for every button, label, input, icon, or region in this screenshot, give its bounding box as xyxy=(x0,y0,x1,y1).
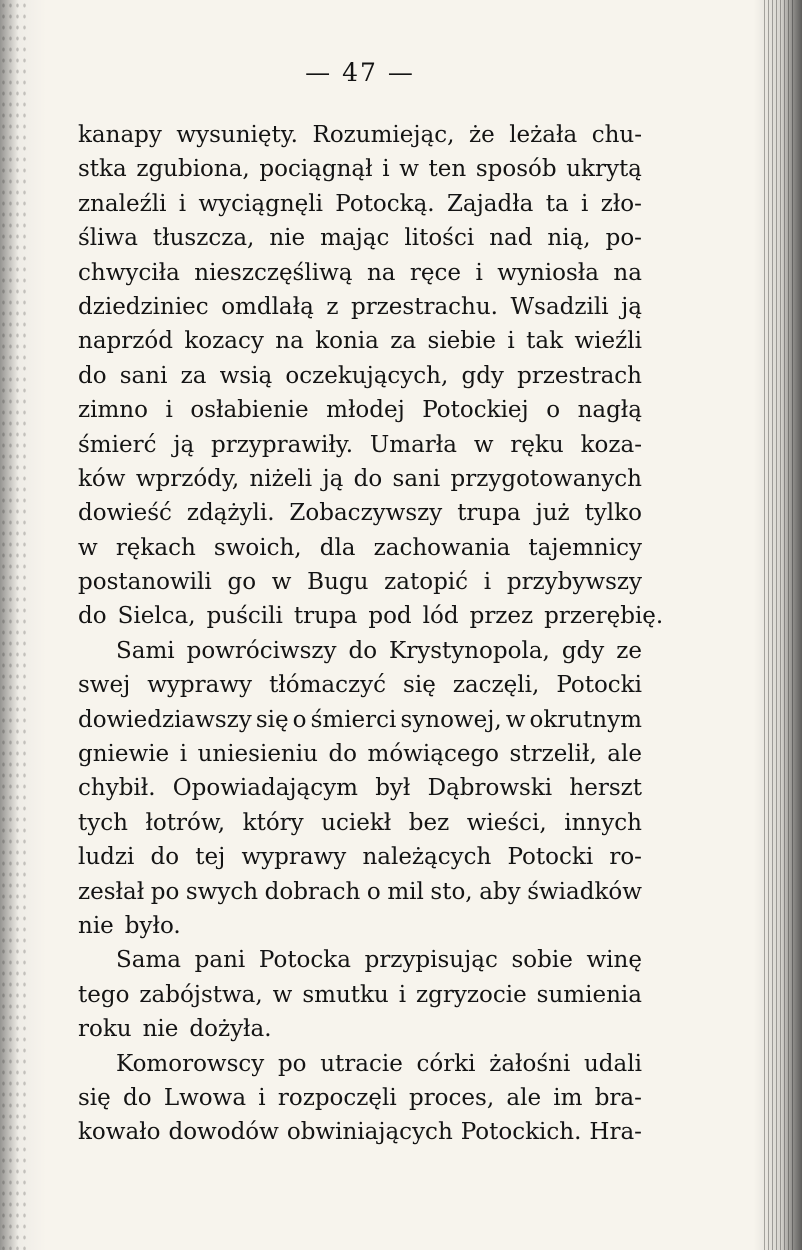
word: dowodów xyxy=(168,1119,279,1146)
word: było. xyxy=(124,912,181,939)
word: ją xyxy=(322,465,344,492)
word: roku xyxy=(78,1016,132,1043)
word: okrutnym xyxy=(529,706,642,733)
text-line xyxy=(78,152,642,186)
word: dziedziniec xyxy=(78,293,209,320)
word: wieźli xyxy=(574,328,642,355)
word: kozacy xyxy=(184,328,264,355)
word: w xyxy=(271,569,292,596)
word: zgubiona, xyxy=(136,156,250,183)
word: stka xyxy=(78,156,127,183)
word: Lwowa xyxy=(163,1084,247,1111)
word: Sama xyxy=(116,947,181,974)
word: do xyxy=(353,465,383,492)
word: Komorowscy xyxy=(116,1050,265,1077)
word: ją xyxy=(621,293,642,320)
word: nią, xyxy=(547,225,591,252)
word: po xyxy=(150,878,180,905)
word: pod xyxy=(368,603,412,630)
word: Potockiej xyxy=(422,397,529,424)
word: trupa xyxy=(457,500,521,527)
word: tajemnicy xyxy=(528,534,642,561)
word: chybił. xyxy=(78,775,156,802)
text-line xyxy=(78,531,642,565)
word: i xyxy=(179,741,188,768)
text-line xyxy=(78,1081,642,1115)
word: do xyxy=(328,741,358,768)
word: do xyxy=(348,637,378,664)
word: koza- xyxy=(580,431,642,458)
word: Potocka xyxy=(258,947,351,974)
word: zesłał xyxy=(78,878,145,905)
word: który xyxy=(242,809,304,836)
word: w xyxy=(78,534,98,561)
text-line xyxy=(78,599,664,633)
word: tej xyxy=(195,844,226,871)
word: zaczęli, xyxy=(452,672,540,699)
word: tłómaczyć xyxy=(269,672,387,699)
word: do xyxy=(123,1084,152,1111)
word: powróciwszy xyxy=(186,637,337,664)
text-line xyxy=(78,462,642,496)
word: z xyxy=(326,293,339,320)
word: do xyxy=(150,844,180,871)
word: przestrachu. xyxy=(350,293,498,320)
word: był xyxy=(375,775,411,802)
page-number: — 47 — xyxy=(305,58,415,87)
word: sani xyxy=(119,362,168,389)
word: tych xyxy=(78,809,128,836)
word: Wsadzili xyxy=(510,293,609,320)
text-line xyxy=(78,290,642,324)
word: wyprawy xyxy=(241,844,347,871)
word: Zobaczywszy xyxy=(289,500,443,527)
word: ków xyxy=(78,465,126,492)
word: przyprawiły. xyxy=(211,431,354,458)
word: siebie xyxy=(427,328,496,355)
word: gdy xyxy=(561,637,605,664)
word: zabójstwa, xyxy=(139,981,263,1008)
word: innych xyxy=(564,809,642,836)
word: przestrach xyxy=(517,362,642,389)
word: trupa xyxy=(293,603,358,630)
word: pociągnął xyxy=(259,156,373,183)
word: uciekł xyxy=(321,809,392,836)
word: przybywszy xyxy=(506,569,642,596)
word: go xyxy=(227,569,257,596)
word: bra- xyxy=(594,1084,642,1111)
word: przygotowanych xyxy=(450,465,642,492)
word: Bugu xyxy=(307,569,369,596)
word: i xyxy=(483,569,492,596)
word: litości xyxy=(404,225,475,252)
word: Potockich. xyxy=(460,1119,582,1146)
word: chu- xyxy=(591,122,642,148)
word: i xyxy=(398,981,407,1008)
word: Rozumiejąc, xyxy=(312,122,455,148)
word: na xyxy=(366,259,396,286)
word: o xyxy=(546,397,561,424)
word: nie xyxy=(269,225,306,252)
word: należących xyxy=(362,844,492,871)
word: gniewie xyxy=(78,741,170,768)
word: do xyxy=(78,603,107,630)
word: rękach xyxy=(115,534,196,561)
word: i xyxy=(507,328,515,355)
text-line xyxy=(78,943,642,977)
word: wyniosła xyxy=(497,259,599,286)
text-line xyxy=(78,840,642,874)
word: i xyxy=(581,190,589,217)
word: się xyxy=(78,1084,111,1111)
word: po xyxy=(277,1050,307,1077)
text-line xyxy=(78,1115,642,1149)
word: Umarła xyxy=(369,431,457,458)
word: ukrytą xyxy=(566,156,642,183)
word: sumienia xyxy=(536,981,642,1008)
body-text xyxy=(78,118,664,1150)
word: osłabienie xyxy=(190,397,309,424)
word: tego xyxy=(78,981,130,1008)
text-line xyxy=(78,806,642,840)
word: sani xyxy=(392,465,441,492)
word: nad xyxy=(489,225,533,252)
word: się xyxy=(255,706,289,733)
word: mówiącego xyxy=(367,741,500,768)
word: o xyxy=(366,878,381,905)
word: i xyxy=(382,156,390,183)
word: mając xyxy=(320,225,390,252)
word: i xyxy=(165,397,173,424)
word: Potocką. xyxy=(335,190,435,217)
text-line xyxy=(78,668,642,702)
word: mil xyxy=(387,878,424,905)
word: po- xyxy=(605,225,642,252)
word: naprzód xyxy=(78,328,173,355)
word: tylko xyxy=(584,500,642,527)
text-line xyxy=(78,737,642,771)
word: na xyxy=(275,328,304,355)
word: się xyxy=(403,672,436,699)
word: za xyxy=(390,328,417,355)
word: ją xyxy=(173,431,195,458)
word: nieszczęśliwą xyxy=(194,259,353,286)
word: dobrach xyxy=(264,878,361,905)
word: do xyxy=(78,362,107,389)
text-line xyxy=(78,324,642,358)
word: ale xyxy=(506,1084,542,1111)
text-line xyxy=(78,909,642,943)
text-line xyxy=(78,1047,642,1081)
text-line xyxy=(78,359,642,393)
text-line xyxy=(78,393,642,427)
word: zatopić xyxy=(384,569,469,596)
word: swej xyxy=(78,672,131,699)
word: wyciągnęli xyxy=(198,190,323,217)
word: ten xyxy=(428,156,467,183)
text-line xyxy=(78,221,642,255)
word: kanapy xyxy=(78,122,162,148)
word: obwiniających xyxy=(286,1119,453,1146)
word: ze xyxy=(616,637,642,664)
word: wieści, xyxy=(466,809,547,836)
word: na xyxy=(613,259,642,286)
word: Potocki xyxy=(507,844,594,871)
word: gdy xyxy=(461,362,504,389)
word: śmierć xyxy=(78,431,157,458)
text-line xyxy=(78,496,642,530)
word: zimno xyxy=(78,397,148,424)
word: w xyxy=(272,981,293,1008)
word: już xyxy=(535,500,570,527)
word: Krystynopola, xyxy=(389,637,550,664)
word: łotrów, xyxy=(145,809,226,836)
word: przez xyxy=(469,603,534,630)
word: nagłą xyxy=(577,397,642,424)
word: młodej xyxy=(326,397,405,424)
word: nie xyxy=(78,912,114,939)
word: śmierci xyxy=(310,706,397,733)
word: Hra- xyxy=(589,1119,642,1146)
word: strzelił, xyxy=(509,741,597,768)
word: ręku xyxy=(510,431,564,458)
word: dowieść xyxy=(78,500,172,527)
text-line xyxy=(78,978,642,1012)
word: przerębię. xyxy=(544,603,664,630)
word: zdążyli. xyxy=(186,500,275,527)
word: i xyxy=(475,259,483,286)
word: proces, xyxy=(408,1084,495,1111)
word: za xyxy=(180,362,207,389)
word: wysunięty. xyxy=(176,122,298,148)
word: ro- xyxy=(609,844,642,871)
word: wprzódy, xyxy=(135,465,240,492)
word: puścili xyxy=(206,603,283,630)
word: o xyxy=(292,706,307,733)
word: sposób xyxy=(475,156,557,183)
word: dowiedziawszy xyxy=(78,706,252,733)
word: znaleźli xyxy=(78,190,167,217)
word: pani xyxy=(194,947,246,974)
word: zgryzocie xyxy=(416,981,527,1008)
text-line xyxy=(78,428,642,462)
word: leżała xyxy=(509,122,578,148)
word: tak xyxy=(526,328,564,355)
word: swych xyxy=(185,878,259,905)
text-line xyxy=(78,118,642,152)
word: w xyxy=(399,156,419,183)
word: Sami xyxy=(116,637,175,664)
word: świadków xyxy=(527,878,642,905)
text-line xyxy=(78,565,642,599)
word: omdlałą xyxy=(221,293,314,320)
word: tłuszcza, xyxy=(152,225,255,252)
text-line xyxy=(78,771,642,805)
word: sobie xyxy=(511,947,573,974)
word: Opowiadającym xyxy=(172,775,358,802)
word: żałośni xyxy=(489,1050,571,1077)
right-page-stack-lines xyxy=(764,0,794,1250)
word: smutku xyxy=(302,981,389,1008)
text-line xyxy=(78,256,642,290)
word: niżeli xyxy=(249,465,313,492)
word: w xyxy=(473,431,494,458)
word: synowej, xyxy=(400,706,502,733)
word: Zajadła xyxy=(446,190,534,217)
word: przypisując xyxy=(364,947,498,974)
word: bez xyxy=(408,809,450,836)
text-line xyxy=(78,1012,642,1046)
word: córki xyxy=(416,1050,476,1077)
word: ręce xyxy=(409,259,462,286)
word: wsią xyxy=(219,362,273,389)
word: i xyxy=(258,1084,266,1111)
word: i xyxy=(178,190,187,217)
word: nie xyxy=(142,1016,179,1043)
word: kowało xyxy=(78,1119,161,1146)
word: dla xyxy=(319,534,356,561)
text-line xyxy=(78,703,642,737)
word: aby xyxy=(479,878,521,905)
word: herszt xyxy=(569,775,642,802)
text-line xyxy=(78,187,642,221)
word: chwyciła xyxy=(78,259,180,286)
word: wyprawy xyxy=(147,672,253,699)
word: winę xyxy=(586,947,642,974)
left-edge-speckle xyxy=(0,0,30,1250)
word: postanowili xyxy=(78,569,212,596)
word: Potocki xyxy=(556,672,642,699)
word: utracie xyxy=(320,1050,403,1077)
word: Sielca, xyxy=(117,603,196,630)
word: sto, xyxy=(430,878,473,905)
word: oczekujących, xyxy=(285,362,449,389)
word: konia xyxy=(315,328,379,355)
word: swoich, xyxy=(213,534,302,561)
word: uniesieniu xyxy=(197,741,318,768)
word: śliwa xyxy=(78,225,138,252)
word: ludzi xyxy=(78,844,135,871)
text-line xyxy=(78,634,642,668)
text-line xyxy=(78,875,642,909)
word: im xyxy=(553,1084,583,1111)
word: udali xyxy=(583,1050,642,1077)
word: dożyła. xyxy=(189,1016,272,1043)
word: zachowania xyxy=(373,534,511,561)
word: ta xyxy=(545,190,569,217)
word: zło- xyxy=(600,190,642,217)
word: Dąbrowski xyxy=(427,775,553,802)
word: ale xyxy=(607,741,642,768)
word: lód xyxy=(422,603,459,630)
word: rozpoczęli xyxy=(277,1084,397,1111)
word: że xyxy=(468,122,495,148)
word: w xyxy=(505,706,526,733)
